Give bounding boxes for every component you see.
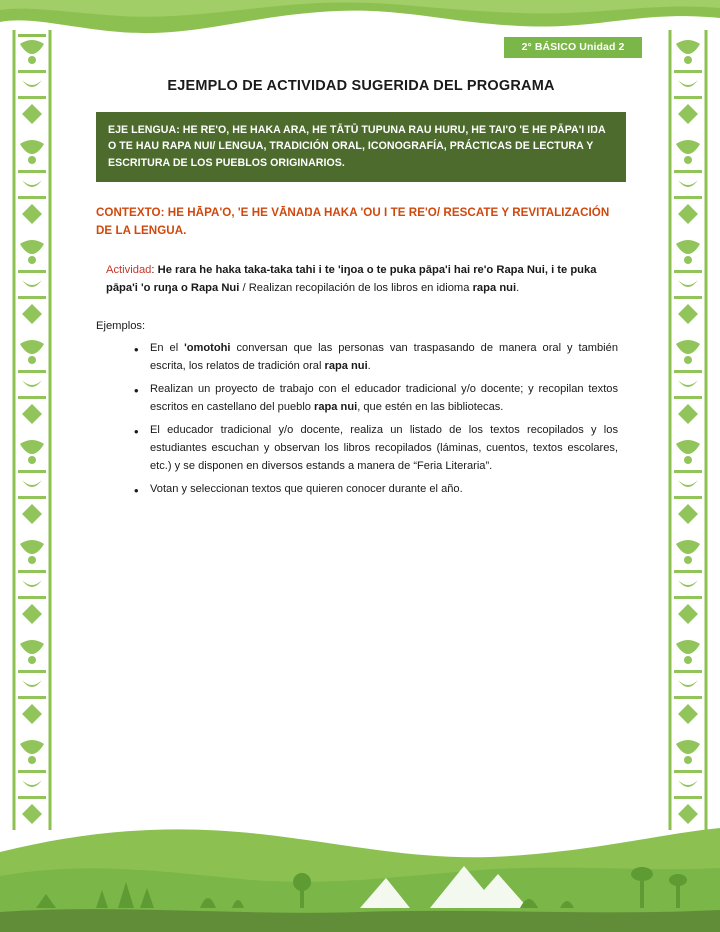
list-item-text-fragment: En el bbox=[150, 342, 185, 354]
context-text: CONTEXTO: HE HĀPA'O, 'E HE VĀNAŊA HAKA 'OU I TE RE'O/ RESCATE Y REVITALIZACIÓN DE LA LENGUA. bbox=[96, 206, 610, 238]
list-item-text-fragment: Votan y seleccionan textos que quieren conocer durante el año. bbox=[150, 482, 463, 495]
list-item-text-fragment: . bbox=[367, 359, 371, 372]
activity-bold-text: He rara he haka taka-taka tahi i te 'iŋoa o te puka pāpa'i hai re'o Rapa Nui, i te puka pāpa'i 'o ruŋa o Rapa Nui bbox=[106, 264, 597, 295]
activity-label: Actividad bbox=[106, 264, 152, 277]
activity-slash: / bbox=[239, 282, 249, 295]
activity-separator: : bbox=[151, 264, 158, 277]
page-title: EJEMPLO DE ACTIVIDAD SUGERIDA DEL PROGRAMA bbox=[167, 78, 555, 94]
unit-badge: 2° BÁSICO Unidad 2 bbox=[504, 37, 642, 58]
list-item-text-fragment: conversan que las personas van traspasando de manera oral y también escrita, los relatos de tradición oral bbox=[150, 342, 618, 372]
axis-box: EJE LENGUA: HE RE'O, HE HAKA ARA, HE TĀTŪ TUPUNA RAU HURU, HE TAI'O 'E HE PĀPA'I IŊA O TE HAU RAPA NUI/ LENGUA, TRADICIÓN ORAL, ICONOGRAFÍA, PRÁCTICAS DE LECTURA Y ESCRITURA DE LOS PUEBLOS ORIGINARIOS. bbox=[96, 112, 626, 182]
activity-trailing-bold: rapa nui bbox=[472, 282, 517, 295]
list-item-text-fragment: Realizan un proyecto de trabajo con el educador tradicional y/o docente; y recopilan textos escritos en castellano del pueblo bbox=[150, 382, 618, 413]
list-item-text-fragment: El educador tradicional y/o docente, realiza un listado de los textos recopilados y los estudiantes escuchan y observan los libros recopilados (láminas, cuentos, textos escolares, etc.) y se disponen en diversos estands a manera de “Feria Literaria”. bbox=[150, 423, 618, 472]
left-ornament-border bbox=[8, 30, 56, 830]
list-item bbox=[150, 381, 626, 417]
list-item bbox=[150, 481, 626, 499]
right-ornament-border bbox=[664, 30, 712, 830]
examples-label: Ejemplos: bbox=[96, 320, 146, 332]
activity-period: . bbox=[516, 282, 520, 295]
list-item-text-fragment: rapa nui bbox=[324, 359, 368, 372]
list-item bbox=[150, 422, 626, 476]
list-item-text-fragment: 'omotohi bbox=[184, 342, 231, 354]
examples-list bbox=[96, 340, 626, 499]
document-content bbox=[96, 78, 626, 504]
list-item-text-fragment: rapa nui bbox=[314, 400, 358, 413]
list-item bbox=[150, 340, 626, 376]
list-item-text-fragment: , que estén en las bibliotecas. bbox=[357, 400, 504, 413]
activity-plain-text: Realizan recopilación de los libros en idioma bbox=[248, 282, 473, 295]
activity-paragraph bbox=[106, 262, 626, 298]
bottom-landscape-illustration bbox=[0, 812, 720, 932]
